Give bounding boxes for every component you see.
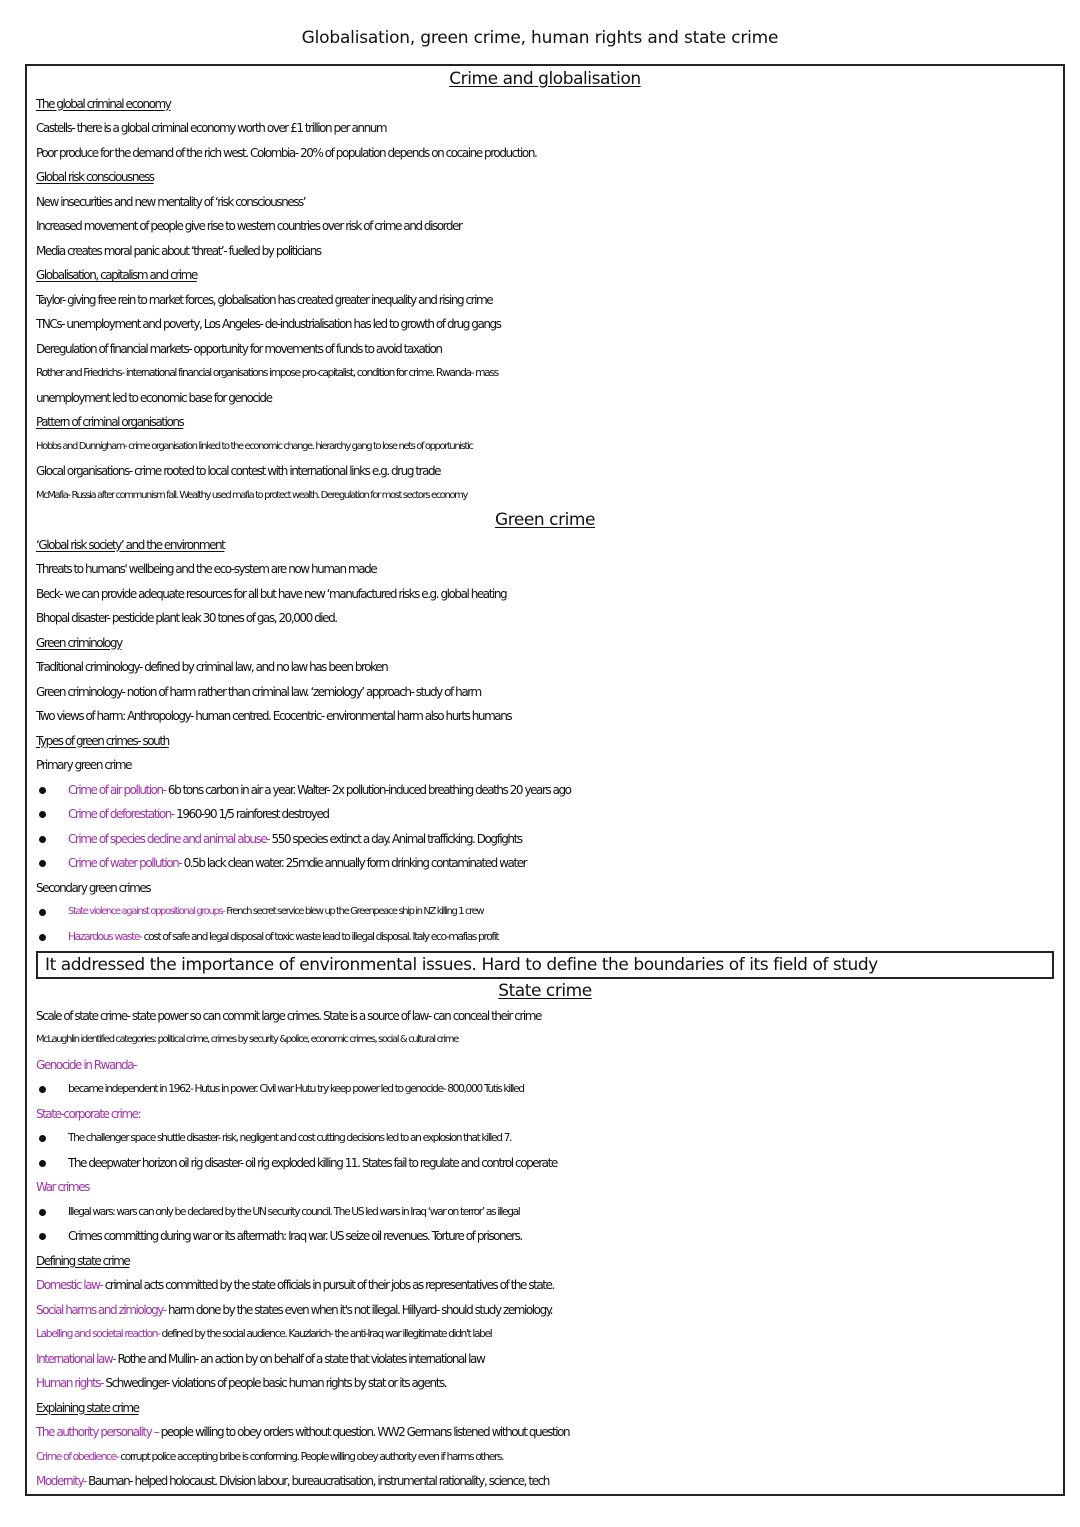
note-line: Beck- we can provide adequate resources for all but have new ‘manufactured risks e.g. global heating	[36, 586, 507, 601]
section-heading-green-crime: Green crime	[494, 510, 595, 530]
note-line: Scale of state crime- state power so can commit large crimes. State is a source of law- can conceal their crime	[36, 1008, 541, 1023]
note-line: Hobbs and Dunnigham- crime organisation linked to the economic change. hierarchy gang to lose nets of opportunistic	[36, 440, 473, 452]
notes-content	[27, 66, 1063, 1494]
explanation-line: Crime of obedience- corrupt police accepting bribe is conforming. People willing obey authority even if harms others.	[36, 1449, 504, 1463]
note-line: McMafia- Russia after communism fall. Wealthy used mafia to protect wealth. Deregulation for most sectors economy	[36, 489, 468, 501]
bullet-item: Crime of water pollution- 0.5b lack clean water. 25mdie annually form drinking contaminated water	[36, 851, 1063, 876]
note-line: Castells- there is a global criminal economy worth over £1 trillion per annum	[36, 121, 387, 135]
bullet-item: State violence against oppositional groups- French secret service blew up the Greenpeace ship in NZ killing 1 crew	[36, 900, 1063, 925]
note-line: unemployment led to economic base for genocide	[36, 390, 272, 405]
label-secondary-green-crimes: Secondary green crimes	[36, 880, 151, 895]
section-heading-globalisation: Crime and globalisation	[449, 69, 641, 89]
page-title: Globalisation, green crime, human rights and state crime	[301, 28, 779, 48]
label-state-corporate-crime: State-corporate crime:	[36, 1106, 141, 1121]
note-line: Media creates moral panic about ‘threat’- fuelled by politicians	[36, 243, 321, 258]
note-line: Increased movement of people give rise to western countries over risk of crime and disorder	[36, 219, 462, 233]
note-line: New insecurities and new mentality of ‘risk consciousness’	[36, 194, 306, 209]
subheading-types-green-crimes: Types of green crimes- south	[36, 733, 169, 748]
bullet-item: Illegal wars: wars can only be declared by the UN security council. The US led wars in Iraq ‘war on terror’ as illegal	[36, 1200, 1063, 1225]
subheading-explaining-state-crime: Explaining state crime	[36, 1400, 139, 1415]
label-war-crimes: War crimes	[36, 1180, 89, 1194]
subheading-global-criminal-economy: The global criminal economy	[36, 96, 171, 111]
explanation-line: The authority personality – people willing to obey orders without question. WW2 Germans listened without question	[36, 1425, 570, 1439]
bullet-item: The deepwater horizon oil rig disaster- oil rig exploded killing 11. States fail to regulate and control coperate	[36, 1151, 1063, 1176]
bullet-item: Crime of species decline and animal abuse- 550 species extinct a day. Animal trafficking. Dogfights	[36, 827, 1063, 852]
subheading-global-risk-society: ‘Global risk society’ and the environment	[36, 537, 225, 552]
note-line: Taylor- giving free rein to market forces, globalisation has created greater inequality and rising crime	[36, 292, 493, 307]
subheading-green-criminology: Green criminology	[36, 635, 122, 650]
note-line: Glocal organisations- crime rooted to local contest with international links e.g. drug trade	[36, 464, 441, 478]
note-line: McLaughlin identified categories: political crime, crimes by security &police, economic crimes, social & cultural crime	[36, 1034, 458, 1045]
notes-frame	[25, 64, 1065, 1496]
note-line: Two views of harm: Anthropology- human centred. Ecocentric- environmental harm also hurts humans	[36, 709, 512, 723]
definition-line: Social harms and zimiology- harm done by the states even when it's not illegal. Hillyard- should study zemiology.	[36, 1302, 553, 1317]
subheading-criminal-organisations: Pattern of criminal organisations	[36, 415, 184, 429]
bullet-item: Crimes committing during war or its aftermath: Iraq war. US seize oil revenues. Torture of prisoners.	[36, 1224, 1063, 1249]
definition-line: International law- Rothe and Mullin- an action by on behalf of a state that violates international law	[36, 1351, 485, 1366]
section-heading-state-crime: State crime	[498, 981, 592, 1001]
evaluation-box: It addressed the importance of environmental issues. Hard to define the boundaries of its field of study	[36, 951, 1054, 979]
definition-line: Human rights- Schwedinger- violations of people basic human rights by stat or its agents.	[36, 1376, 447, 1390]
subheading-globalisation-capitalism: Globalisation, capitalism and crime	[36, 268, 197, 282]
explanation-line: Modernity- Bauman- helped holocaust. Division labour, bureaucratisation, instrumental rationality, science, tech	[36, 1474, 549, 1488]
note-line: Bhopal disaster- pesticide plant leak 30 tones of gas, 20,000 died.	[36, 611, 337, 625]
bullet-item: Crime of deforestation- 1960-90 1/5 rainforest destroyed	[36, 802, 1063, 827]
bullet-item: Hazardous waste- cost of safe and legal disposal of toxic waste lead to illegal disposal. Italy eco-mafias profit	[36, 925, 1063, 950]
subheading-global-risk-consciousness: Global risk consciousness	[36, 170, 154, 184]
label-primary-green-crime: Primary green crime	[36, 758, 132, 772]
bullet-item: became independent in 1962- Hutus in power. Civil war Hutu try keep power led to genocide- 800,000 Tutis killed	[36, 1077, 1063, 1102]
note-line: TNCs- unemployment and poverty, Los Angeles- de-industrialisation has led to growth of drug gangs	[36, 317, 501, 331]
note-line: Threats to humans' wellbeing and the eco-system are now human made	[36, 562, 377, 576]
definition-line: Domestic law- criminal acts committed by the state officials in pursuit of their jobs as representatives of the state.	[36, 1278, 554, 1292]
definition-line: Labelling and societal reaction- defined by the social audience. Kauzlarich- the anti-Iraq war illegitimate didn't label	[36, 1327, 492, 1340]
bullet-item: The challenger space shuttle disaster- risk, negligent and cost cutting decisions led to an explosion that killed 7.	[36, 1126, 1063, 1151]
note-line: Green criminology- notion of harm rather than criminal law. ‘zemiology’ approach- study of harm	[36, 684, 481, 699]
note-line: Deregulation of financial markets- opportunity for movements of funds to avoid taxation	[36, 341, 442, 356]
note-line: Rother and Friedrichs- international financial organisations impose pro-capitalist, condition for crime. Rwanda- mass	[36, 366, 498, 379]
bullet-item: Crime of air pollution- 6b tons carbon in air a year. Walter- 2x pollution-induced breathing deaths 20 years ago	[36, 778, 1063, 803]
note-line: Poor produce for the demand of the rich west. Colombia- 20% of population depends on cocaine production.	[36, 145, 537, 160]
note-line: Traditional criminology- defined by criminal law, and no law has been broken	[36, 660, 388, 674]
subheading-defining-state-crime: Defining state crime	[36, 1253, 130, 1268]
label-genocide-rwanda: Genocide in Rwanda-	[36, 1057, 136, 1072]
